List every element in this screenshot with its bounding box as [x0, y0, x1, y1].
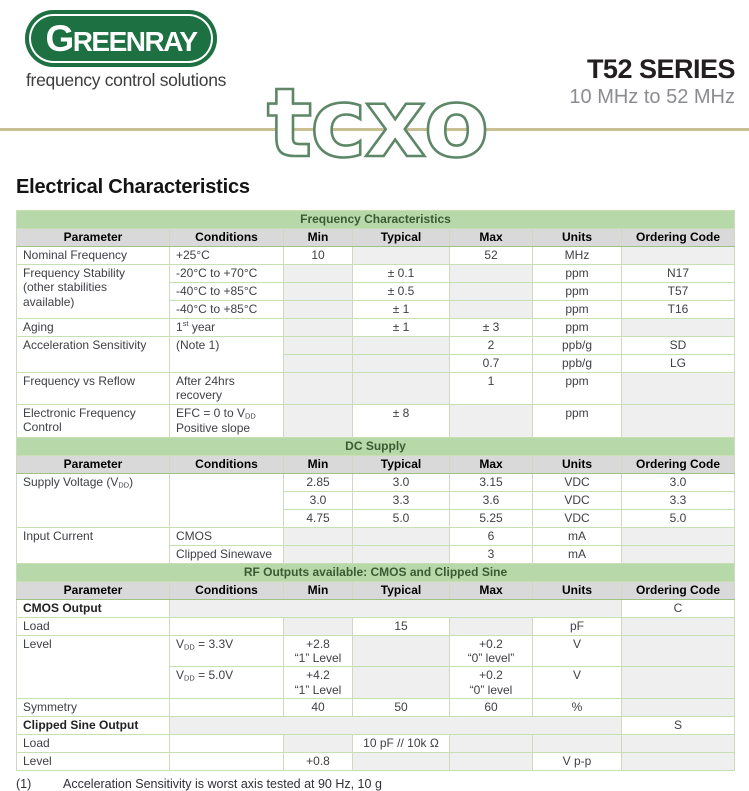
- cell-units: V p-p: [533, 753, 622, 771]
- greenray-logo-text: GREENRAY: [45, 18, 197, 60]
- cell-conditions: [170, 599, 622, 617]
- cell-units: ppm: [533, 319, 622, 337]
- cell-typical: ± 1: [353, 301, 450, 319]
- cell-conditions: [170, 717, 622, 735]
- cell-units: mA: [533, 545, 622, 563]
- cell-parameter: Acceleration Sensitivity: [17, 337, 170, 373]
- column-header-typical: Typical: [353, 581, 450, 599]
- cell-min: 4.75: [284, 509, 353, 527]
- table-row: [17, 617, 735, 635]
- cell-units: VDC: [533, 473, 622, 491]
- cell-max: [450, 404, 533, 437]
- column-header-ordering-code: Ordering Code: [622, 455, 735, 473]
- column-header-typical: Typical: [353, 229, 450, 247]
- cell-units: V: [533, 635, 622, 667]
- cell-units: MHz: [533, 247, 622, 265]
- footnote: [16, 777, 749, 791]
- section-header: Frequency Characteristics: [17, 211, 735, 229]
- column-header-units: Units: [533, 229, 622, 247]
- cell-typical: [353, 753, 450, 771]
- cell-units: ppb/g: [533, 355, 622, 373]
- cell-ordering-code: 3.0: [622, 473, 735, 491]
- cell-max: [450, 301, 533, 319]
- cell-max: 52: [450, 247, 533, 265]
- tcxo-emblem-text: tcxo: [266, 69, 488, 179]
- cell-max: ± 3: [450, 319, 533, 337]
- cell-max: 2: [450, 337, 533, 355]
- table-row: [17, 265, 735, 283]
- cell-typical: [353, 527, 450, 545]
- section-header: RF Outputs available: CMOS and Clipped Sine: [17, 563, 735, 581]
- table-row: [17, 337, 735, 355]
- cell-min: [284, 373, 353, 405]
- cell-typical: [353, 247, 450, 265]
- cell-max: [450, 265, 533, 283]
- cell-parameter: Input Current: [17, 527, 170, 563]
- spec-table-body: [17, 211, 735, 771]
- cell-min: 2.85: [284, 473, 353, 491]
- cell-typical: 10 pF // 10k Ω: [353, 735, 450, 753]
- cell-ordering-code: [622, 319, 735, 337]
- cell-typical: ± 0.1: [353, 265, 450, 283]
- cell-ordering-code: [622, 373, 735, 405]
- cell-conditions: +25°C: [170, 247, 284, 265]
- cell-typical: [353, 545, 450, 563]
- column-header-conditions: Conditions: [170, 455, 284, 473]
- cell-conditions: $V_{DD} = 5.0V$: [170, 667, 284, 699]
- cell-parameter: Load: [17, 735, 170, 753]
- cell-conditions: Clipped Sinewave: [170, 545, 284, 563]
- greenray-logo: [25, 10, 217, 67]
- cell-max: 0.7: [450, 355, 533, 373]
- table-row: [17, 599, 735, 617]
- column-header-max: Max: [450, 455, 533, 473]
- cell-conditions: [170, 753, 284, 771]
- cell-max: 6: [450, 527, 533, 545]
- cell-max: 5.25: [450, 509, 533, 527]
- cell-min: [284, 355, 353, 373]
- column-header-conditions: Conditions: [170, 581, 284, 599]
- cell-max: [450, 617, 533, 635]
- table-row: [17, 404, 735, 437]
- cell-max: 3: [450, 545, 533, 563]
- column-header-units: Units: [533, 455, 622, 473]
- table-row: [17, 699, 735, 717]
- cell-typical: 3.3: [353, 491, 450, 509]
- cell-ordering-code: S: [622, 717, 735, 735]
- cell-units: ppb/g: [533, 337, 622, 355]
- cell-typical: 3.0: [353, 473, 450, 491]
- cell-units: [533, 735, 622, 753]
- column-header-min: Min: [284, 581, 353, 599]
- column-header-parameter: Parameter: [17, 581, 170, 599]
- cell-ordering-code: [622, 247, 735, 265]
- table-row: [17, 635, 735, 667]
- cell-units: VDC: [533, 491, 622, 509]
- cell-ordering-code: T16: [622, 301, 735, 319]
- cell-parameter: Frequency vs Reflow: [17, 373, 170, 405]
- series-subtitle: 10 MHz to 52 MHz: [569, 85, 735, 108]
- cell-min: [284, 617, 353, 635]
- column-header-max: Max: [450, 581, 533, 599]
- cell-units: ppm: [533, 404, 622, 437]
- cell-typical: 15: [353, 617, 450, 635]
- cell-min: +4.2 “1” Level: [284, 667, 353, 699]
- cell-typical: [353, 373, 450, 405]
- logo-tagline: frequency control solutions: [26, 70, 227, 90]
- cell-ordering-code: [622, 617, 735, 635]
- cell-units: mA: [533, 527, 622, 545]
- table-row: [17, 527, 735, 545]
- table-row: [17, 717, 735, 735]
- cell-ordering-code: [622, 735, 735, 753]
- cell-ordering-code: [622, 545, 735, 563]
- cell-units: ppm: [533, 373, 622, 405]
- cell-min: [284, 283, 353, 301]
- column-header-ordering-code: Ordering Code: [622, 229, 735, 247]
- cell-units: ppm: [533, 283, 622, 301]
- cell-parameter: Supply Voltage $(V_{DD})$: [17, 473, 170, 527]
- footnote-text: Acceleration Sensitivity is worst axis tested at 90 Hz, 10 g: [63, 777, 382, 791]
- cell-parameter: Symmetry: [17, 699, 170, 717]
- cell-max: 60: [450, 699, 533, 717]
- table-row: [17, 247, 735, 265]
- cell-ordering-code: [622, 753, 735, 771]
- column-header-ordering-code: Ordering Code: [622, 581, 735, 599]
- cell-conditions: (Note 1): [170, 337, 284, 373]
- cell-conditions: [170, 699, 284, 717]
- cell-typical: 50: [353, 699, 450, 717]
- table-row: [17, 373, 735, 405]
- cell-typical: ± 0.5: [353, 283, 450, 301]
- cell-typical: 5.0: [353, 509, 450, 527]
- page-header: [0, 0, 749, 179]
- cell-ordering-code: [622, 404, 735, 437]
- cell-units: %: [533, 699, 622, 717]
- cell-min: [284, 301, 353, 319]
- cell-typical: [353, 337, 450, 355]
- cell-parameter: CMOS Output: [17, 599, 170, 617]
- cell-parameter: Frequency Stability (other stabilities available): [17, 265, 170, 319]
- cell-conditions: 1st year: [170, 319, 284, 337]
- cell-conditions: [170, 735, 284, 753]
- cell-conditions: [170, 617, 284, 635]
- cell-conditions: $V_{DD} = 3.3V$: [170, 635, 284, 667]
- cell-conditions: -40°C to +85°C: [170, 283, 284, 301]
- table-row: [17, 735, 735, 753]
- cell-min: [284, 527, 353, 545]
- cell-parameter: Nominal Frequency: [17, 247, 170, 265]
- cell-typical: [353, 667, 450, 699]
- cell-parameter: Clipped Sine Output: [17, 717, 170, 735]
- cell-max: [450, 735, 533, 753]
- cell-ordering-code: T57: [622, 283, 735, 301]
- cell-units: pF: [533, 617, 622, 635]
- table-row: [17, 319, 735, 337]
- cell-max: 3.6: [450, 491, 533, 509]
- cell-max: [450, 753, 533, 771]
- cell-max: [450, 283, 533, 301]
- cell-max: 1: [450, 373, 533, 405]
- cell-parameter: Load: [17, 617, 170, 635]
- cell-min: [284, 735, 353, 753]
- cell-max: 3.15: [450, 473, 533, 491]
- tcxo-emblem: [258, 69, 496, 179]
- series-block: [569, 55, 735, 109]
- cell-ordering-code: [622, 667, 735, 699]
- cell-min: 10: [284, 247, 353, 265]
- column-header-parameter: Parameter: [17, 229, 170, 247]
- cell-min: 3.0: [284, 491, 353, 509]
- cell-min: 40: [284, 699, 353, 717]
- cell-ordering-code: [622, 527, 735, 545]
- cell-ordering-code: [622, 699, 735, 717]
- electrical-characteristics-table: [16, 210, 735, 771]
- cell-units: V: [533, 667, 622, 699]
- column-header-conditions: Conditions: [170, 229, 284, 247]
- cell-ordering-code: N17: [622, 265, 735, 283]
- cell-min: [284, 319, 353, 337]
- cell-min: [284, 337, 353, 355]
- cell-typical: [353, 635, 450, 667]
- footnote-ref: (1): [16, 777, 32, 791]
- page-title: Electrical Characteristics: [16, 176, 250, 198]
- cell-ordering-code: SD: [622, 337, 735, 355]
- cell-parameter: Level: [17, 635, 170, 699]
- cell-min: [284, 265, 353, 283]
- cell-ordering-code: C: [622, 599, 735, 617]
- cell-ordering-code: LG: [622, 355, 735, 373]
- section-header: DC Supply: [17, 437, 735, 455]
- cell-parameter: Electronic Frequency Control: [17, 404, 170, 437]
- column-header-max: Max: [450, 229, 533, 247]
- cell-min: +0.8: [284, 753, 353, 771]
- table-row: [17, 753, 735, 771]
- column-header-units: Units: [533, 581, 622, 599]
- cell-conditions: -20°C to +70°C: [170, 265, 284, 283]
- table-row: [17, 473, 735, 491]
- cell-typical: ± 1: [353, 319, 450, 337]
- cell-typical: [353, 355, 450, 373]
- column-header-typical: Typical: [353, 455, 450, 473]
- cell-parameter: Level: [17, 753, 170, 771]
- cell-min: [284, 404, 353, 437]
- cell-units: VDC: [533, 509, 622, 527]
- cell-max: +0.2 “0” level”: [450, 635, 533, 667]
- cell-conditions: CMOS: [170, 527, 284, 545]
- cell-max: +0.2 “0” level: [450, 667, 533, 699]
- column-header-parameter: Parameter: [17, 455, 170, 473]
- cell-conditions: [170, 473, 284, 527]
- cell-ordering-code: 3.3: [622, 491, 735, 509]
- column-header-min: Min: [284, 229, 353, 247]
- cell-conditions: -40°C to +85°C: [170, 301, 284, 319]
- cell-min: [284, 545, 353, 563]
- series-title: T52 SERIES: [586, 54, 735, 84]
- cell-units: ppm: [533, 301, 622, 319]
- cell-conditions: After 24hrs recovery: [170, 373, 284, 405]
- cell-min: +2.8 “1” Level: [284, 635, 353, 667]
- cell-typical: ± 8: [353, 404, 450, 437]
- cell-conditions: EFC = 0 to $V_{DD}$ Positive slope: [170, 404, 284, 437]
- cell-ordering-code: 5.0: [622, 509, 735, 527]
- cell-units: ppm: [533, 265, 622, 283]
- column-header-min: Min: [284, 455, 353, 473]
- cell-parameter: Aging: [17, 319, 170, 337]
- cell-ordering-code: [622, 635, 735, 667]
